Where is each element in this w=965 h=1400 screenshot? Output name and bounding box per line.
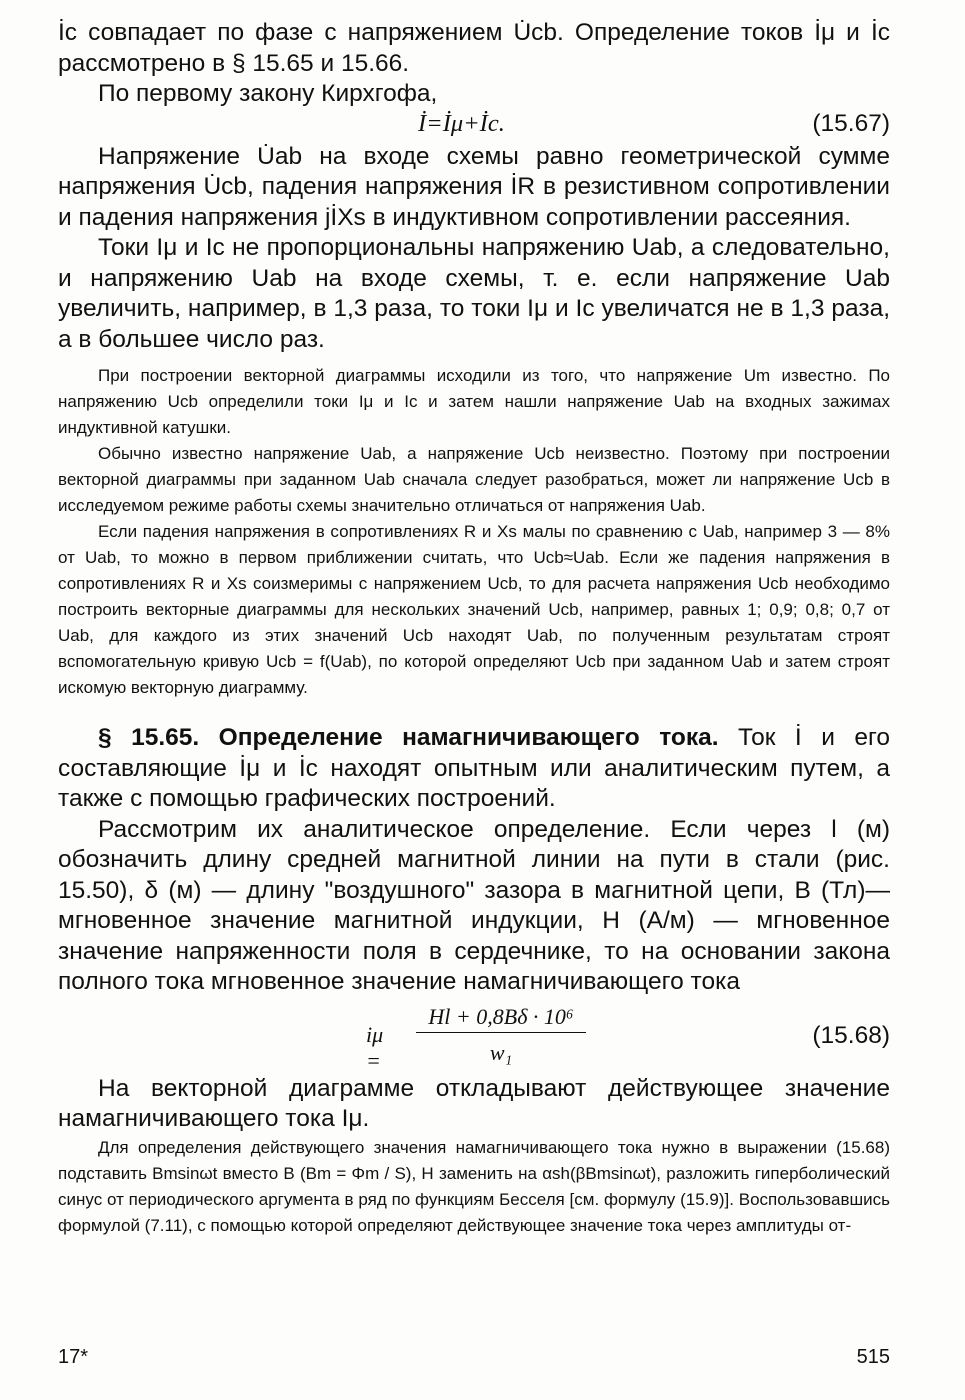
small-paragraph-3: Если падения напряжения в сопротивлениях R и Xs малы по сравнению с Uab, например 3 — 8% от Uab, то можно в первом приближении считать, что Ucb≈Uab. Если же падения напряжения в сопротивлениях R и Xs соизмеримы с напряжением Ucb, то для расчета напряжения Ucb необходимо построить векторные диаграммы для нескольких значений Ucb, например, равных 1; 0,9; 0,8; 0,7 от Uab, для каждого из этих значений Ucb находят Uab, по полученным результатам строят вспомогательную кривую Ucb = f(Uab), по которой определяют Ucb при заданном Uab и затем строят искомую векторную диаграмму. bbox=[58, 522, 890, 697]
paragraph-currents: Токи Iμ и Ic не пропорциональны напряжению Uab, а следовательно, и напряжению Uab на входе схемы, т. е. если напряжение Uab увеличить, например, в 1,3 раза, то токи Iμ и Ic увеличатся не в 1,3 раза, а в большее число раз. bbox=[58, 234, 890, 353]
paragraph-analytic: Рассмотрим их аналитическое определение. Если через l (м) обозначить длину средней магнитной линии на пути в стали (рис. 15.50), δ (м) — длину "воздушного" зазора в магнитной цепи, B (Тл)— мгновенное значение магнитной индукции, H (А/м) — мгновенное значение напряженности поля в сердечнике, то на основании закона полного тока мгновенное значение намагничивающего тока bbox=[58, 815, 890, 995]
equation-15-68 bbox=[58, 1004, 890, 1074]
equation-formula: İ=İμ+İc. bbox=[418, 109, 505, 137]
equation-number: (15.67) bbox=[812, 109, 890, 137]
signature-mark: 17* bbox=[58, 1346, 89, 1368]
section-heading: § 15.65. Определение намагничивающего тока. bbox=[98, 724, 719, 751]
small-paragraph-1: При построении векторной диаграммы исходили из того, что напряжение Um известно. По напряжению Ucb определили токи Iμ и Ic и затем нашли напряжение Uab на входных зажимах индуктивной катушки. bbox=[58, 366, 890, 437]
page-content bbox=[58, 18, 890, 1239]
paragraph-vector-diagram: На векторной диаграмме откладывают действующее значение намагничивающего тока Iμ. bbox=[58, 1074, 890, 1132]
paragraph-intro: İc совпадает по фазе с напряжением U̇cb. Определение токов İμ и İc рассмотрено в § 15.65 и 15.66. bbox=[58, 19, 890, 77]
equation-number: (15.68) bbox=[812, 1021, 890, 1049]
small-paragraph-4: Для определения действующего значения намагничивающего тока нужно в выражении (15.68) подставить Bmsinωt вместо B (Bm = Φm / S), H заменить на αsh(βBmsinωt), разложить гиперболический синус от периодического аргумента в ряд по функциям Бесселя [см. формулу (15.9)]. Воспользовавшись формулой (7.11), с помощью которой определяют действующее значение тока через амплитуды от- bbox=[58, 1137, 890, 1235]
paragraph-kirchhoff: По первому закону Кирхгофа, bbox=[98, 80, 438, 107]
fraction-numerator: Hl + 0,8Bδ · 10⁶ bbox=[416, 1004, 586, 1033]
paragraph-voltage-sum: Напряжение U̇ab на входе схемы равно геометрической сумме напряжения U̇cb, падения напряжения İR в резистивном сопротивлении и падения напряжения jİXs в индуктивном сопротивлении рассеяния. bbox=[58, 142, 890, 231]
section-text: Ток İ и его составляющие İμ и İc находят опытным или аналитическим путем, а также с помощью графических построений. bbox=[58, 724, 890, 812]
page-number: 515 bbox=[856, 1346, 890, 1368]
equation-lhs: iμ = bbox=[366, 1021, 384, 1073]
small-paragraph-2: Обычно известно напряжение Uab, а напряжение Ucb неизвестно. Поэтому при построении векторной диаграммы при заданном Uab сначала следует разобраться, может ли напряжение Ucb в исследуемом режиме работы схемы значительно отличаться от напряжения Uab. bbox=[58, 444, 890, 515]
section-15-65 bbox=[58, 723, 890, 815]
equation-15-67 bbox=[58, 110, 890, 142]
fraction-denominator: w₁ bbox=[489, 1039, 513, 1065]
